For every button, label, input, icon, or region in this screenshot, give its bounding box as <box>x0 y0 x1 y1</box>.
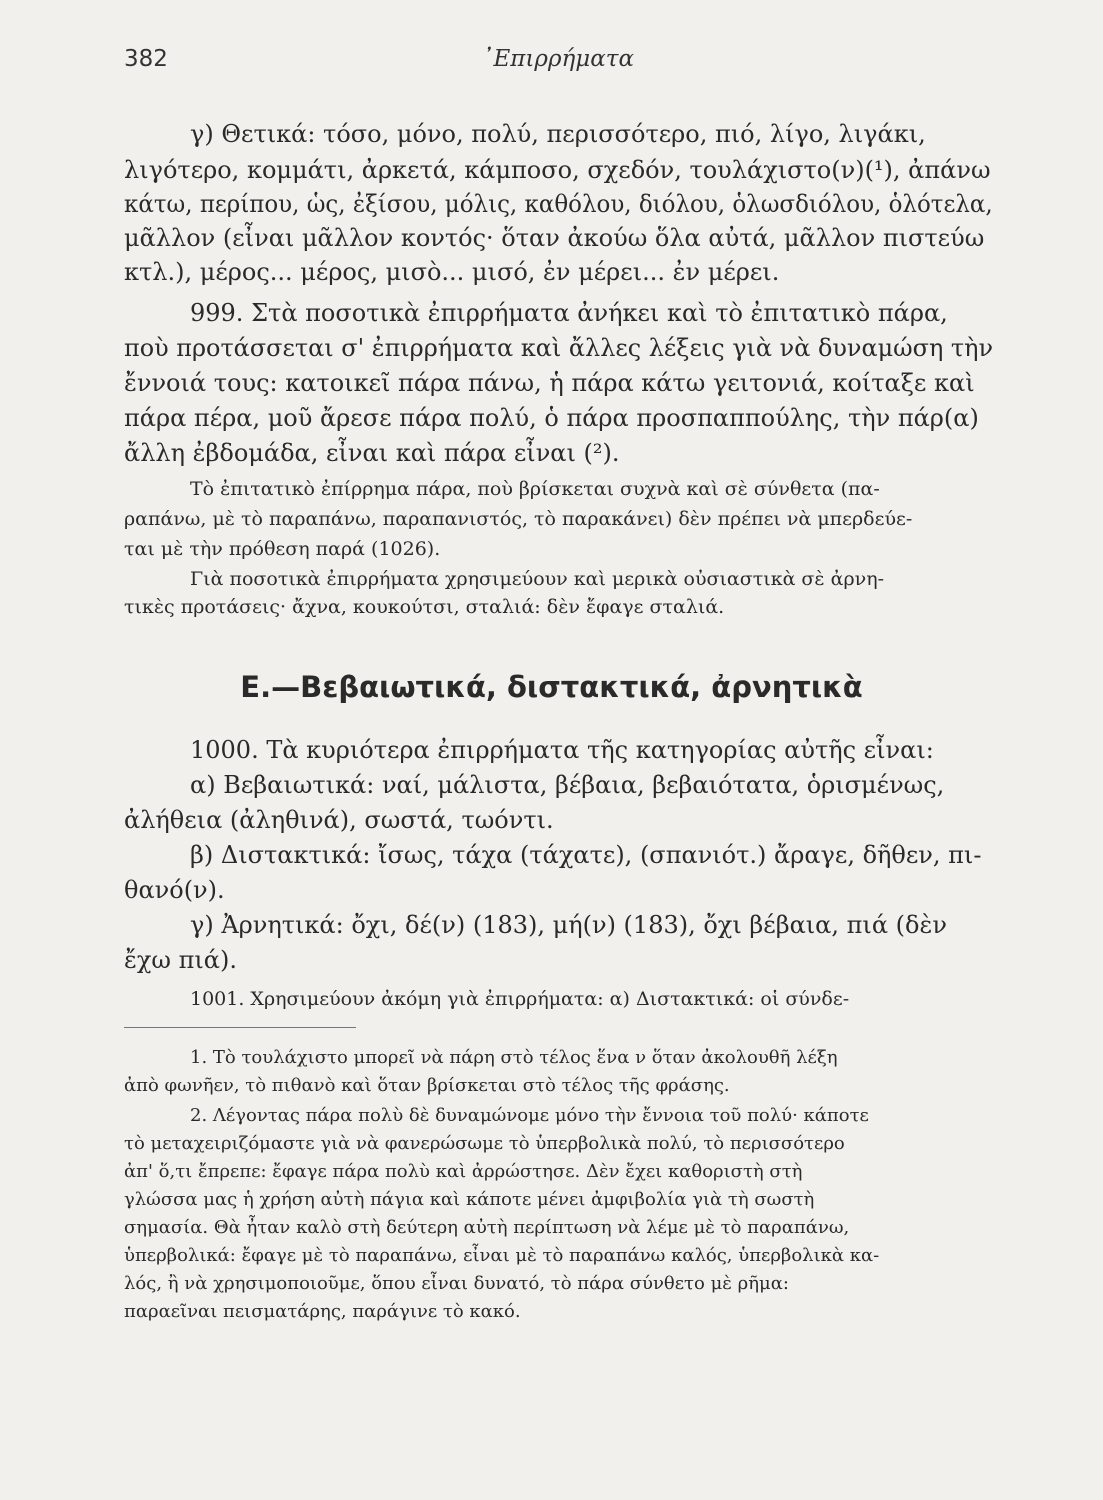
footnote-line: σημασία. Θὰ ἦταν καλὸ στὴ δεύτερη αὐτὴ περίπτωση νὰ λέμε μὲ τὸ παραπάνω, <box>124 1217 850 1238</box>
text-line: 999. Στὰ ποσοτικὰ ἐπιρρήματα ἀνήκει καὶ τὸ ἐπιτατικὸ πάρα, <box>190 299 948 327</box>
text-line: κάτω, περίπου, ὡς, ἐξίσου, μόλις, καθόλου, διόλου, ὁλωσδιόλου, ὁλότελα, <box>124 190 993 218</box>
text-line: κτλ.), μέρος... μέρος, μισὸ... μισό, ἐν μέρει... ἐν μέρει. <box>124 258 780 286</box>
text-line: ἔννοιά τους: κατοικεῖ πάρα πάνω, ἡ πάρα κάτω γειτονιά, κοίταξε καὶ <box>124 369 975 397</box>
text-line: γ) Ἀρνητικά: ὄχι, δέ(ν) (183), μή(ν) (183), ὄχι βέβαια, πιά (δὲν <box>190 911 947 939</box>
section-heading: Ε.—Βεβαιωτικά, διστακτικά, ἀρνητικὰ <box>240 670 863 704</box>
footnote-line: γλώσσα μας ἡ χρήση αὐτὴ πάγια καὶ κάποτε μένει ἀμφιβολία γιὰ τὴ σωστὴ <box>124 1189 815 1210</box>
footnote-line: λός, ἢ νὰ χρησιμοποιοῦμε, ὅπου εἶναι δυνατό, τὸ πάρα σύνθετο μὲ ρῆμα: <box>124 1273 789 1294</box>
footnote-line: 1. Τὸ τουλάχιστο μπορεῖ νὰ πάρη στὸ τέλος ἕνα ν ὅταν ἀκολουθῆ λέξη <box>190 1047 838 1068</box>
text-line: 1001. Χρησιμεύουν ἀκόμη γιὰ ἐπιρρήματα: α) Διστακτικά: οἱ σύνδε- <box>190 988 850 1010</box>
text-line: θανό(ν). <box>124 876 225 904</box>
text-line: ἔχω πιά). <box>124 946 238 974</box>
note-line: Τὸ ἐπιτατικὸ ἐπίρρημα πάρα, ποὺ βρίσκεται συχνὰ καὶ σὲ σύνθετα (πα- <box>190 478 880 500</box>
text-line: ἄλλη ἐβδομάδα, εἶναι καὶ πάρα εἶναι (²). <box>124 439 620 467</box>
footnote-line: 2. Λέγοντας πάρα πολὺ δὲ δυναμώνομε μόνο τὴν ἔννοια τοῦ πολύ· κάποτε <box>190 1105 869 1126</box>
note-line: ραπάνω, μὲ τὸ παραπάνω, παραπανιστός, τὸ παρακάνει) δὲν πρέπει νὰ μπερδεύε- <box>124 508 913 530</box>
running-title: ᾿Επιρρήματα <box>482 46 634 72</box>
footnote-line: ἀπὸ φωνῆεν, τὸ πιθανὸ καὶ ὅταν βρίσκεται στὸ τέλος τῆς φράσης. <box>124 1075 730 1096</box>
note-line: Γιὰ ποσοτικὰ ἐπιρρήματα χρησιμεύουν καὶ μερικὰ οὐσιαστικὰ σὲ ἀρνη- <box>190 568 884 590</box>
note-line: τικὲς προτάσεις· ἄχνα, κουκούτσι, σταλιά: δὲν ἔφαγε σταλιά. <box>124 596 725 618</box>
text-line: 1000. Τὰ κυριότερα ἐπιρρήματα τῆς κατηγορίας αὐτῆς εἶναι: <box>190 736 934 764</box>
text-line: λιγότερο, κομμάτι, ἀρκετά, κάμποσο, σχεδόν, τουλάχιστο(ν)(¹), ἀπάνω <box>124 156 991 184</box>
footnote-line: ὑπερβολικά: ἔφαγε μὲ τὸ παραπάνω, εἶναι μὲ τὸ παραπάνω καλός, ὑπερβολικὰ κα- <box>124 1245 880 1266</box>
text-line: β) Διστακτικά: ἴσως, τάχα (τάχατε), (σπανιότ.) ἄραγε, δῆθεν, πι- <box>190 841 982 869</box>
text-line: ποὺ προτάσσεται σ' ἐπιρρήματα καὶ ἄλλες λέξεις γιὰ νὰ δυναμώση τὴν <box>124 334 994 362</box>
text-line: μᾶλλον (εἶναι μᾶλλον κοντός· ὅταν ἀκούω ὅλα αὐτά, μᾶλλον πιστεύω <box>124 224 985 252</box>
text-line: α) Βεβαιωτικά: ναί, μάλιστα, βέβαια, βεβαιότατα, ὁρισμένως, <box>190 771 945 799</box>
footnote-rule <box>124 1027 356 1028</box>
text-line: πάρα πέρα, μοῦ ἄρεσε πάρα πολύ, ὁ πάρα προσπαππούλης, τὴν πάρ(α) <box>124 404 979 432</box>
footnote-line: παραεῖναι πεισματάρης, παράγινε τὸ κακό. <box>124 1301 521 1322</box>
footnote-line: ἀπ' ὅ,τι ἔπρεπε: ἔφαγε πάρα πολὺ καὶ ἀρρώστησε. Δὲν ἔχει καθοριστὴ στὴ <box>124 1161 803 1182</box>
note-line: ται μὲ τὴν πρόθεση παρά (1026). <box>124 538 441 560</box>
text-line: ἀλήθεια (ἀληθινά), σωστά, τωόντι. <box>124 806 554 834</box>
text-line: γ) Θετικά: τόσο, μόνο, πολύ, περισσότερο, πιό, λίγο, λιγάκι, <box>190 120 926 148</box>
footnote-line: τὸ μεταχειριζόμαστε γιὰ νὰ φανερώσωμε τὸ ὑπερβολικὰ πολύ, τὸ περισσότερο <box>124 1133 845 1154</box>
page-number: 382 <box>124 46 168 72</box>
